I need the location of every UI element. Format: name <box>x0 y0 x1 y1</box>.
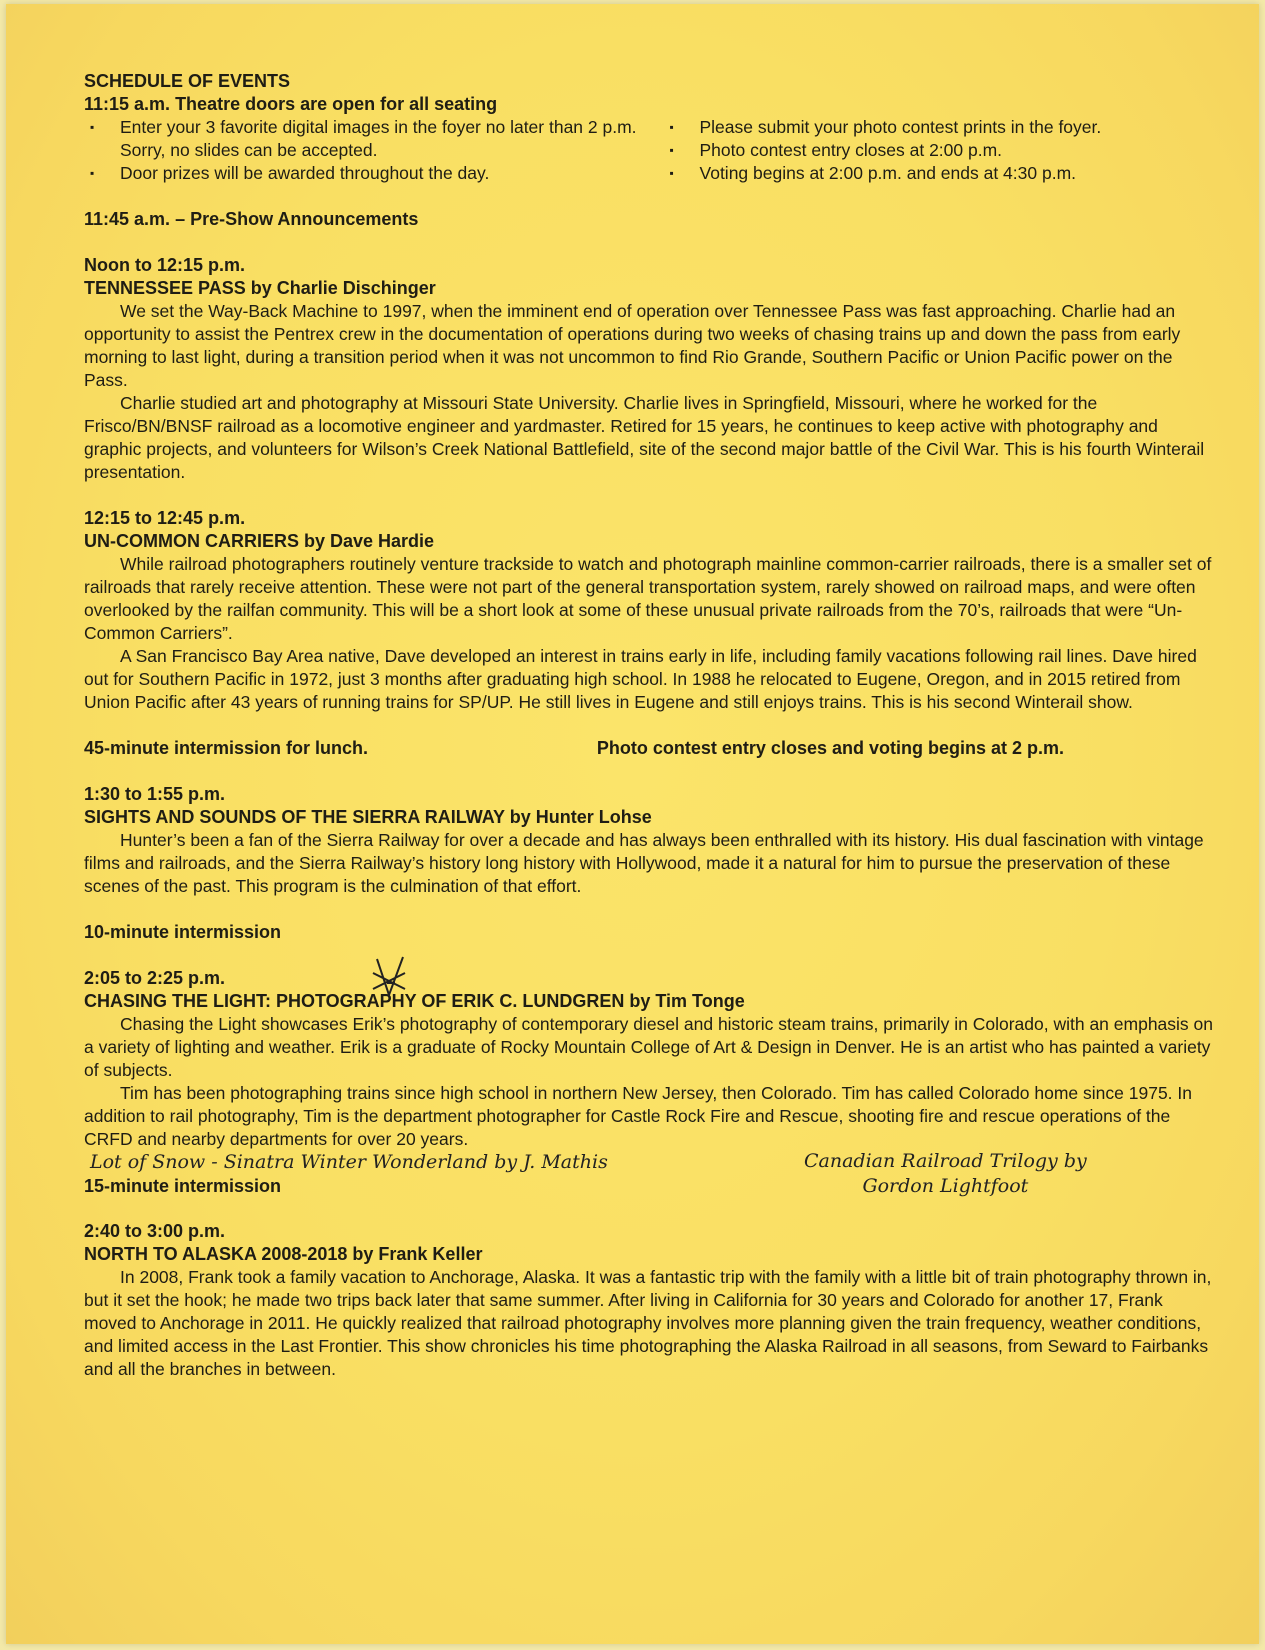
handwritten-song-notes-right <box>804 1149 1087 1199</box>
session-time: Noon to 12:15 p.m. <box>84 255 246 275</box>
bullet-item: ▪ Please submit your photo contest prints in the foyer. <box>670 116 1220 139</box>
bullet-item: ▪ Door prizes will be awarded throughout the day. <box>90 162 640 185</box>
session-title: UN-COMMON CARRIERS by Dave Hardie <box>84 531 435 551</box>
lunch-intermission: 45-minute intermission for lunch. <box>84 738 369 758</box>
doors-heading: 11:15 a.m. Theatre doors are open for all seating <box>84 94 498 114</box>
session-time: 2:40 to 3:00 p.m. <box>84 1221 226 1241</box>
session-description: In 2008, Frank took a family vacation to Anchorage, Alaska. It was a fantastic trip with the family with a little bit of train photography thrown in, but it set the hook; he made two trips back later that same summer. After living in California for 30 years and Colorado for another 17, Frank moved to Anchorage in 2011. He quickly realized that railroad photography involves more planning given the train frequency, weather conditions, and limited access in the Last Frontier. This show chronicles his time photographing the Alaska Railroad in all seasons, from Seward to Fairbanks and all the branches in between. <box>84 1267 1212 1379</box>
bullet-item: ▪ Enter your 3 favorite digital images in the foyer no later than 2 p.m. Sorry, no slides can be accepted. <box>90 116 640 162</box>
schedule-content <box>84 70 1219 1381</box>
session-description: Hunter’s been a fan of the Sierra Railway for over a decade and has always been enthralled with its history. His dual fascination with vintage films and railroads, and the Sierra Railway’s history long history with Hollywood, made it a natural for him to pursue the preservation of these scenes of the past. This program is the culmination of that effort. <box>84 830 1204 896</box>
session-4-time-row <box>84 967 1219 990</box>
session-description: We set the Way-Back Machine to 1997, when the imminent end of operation over Tennessee Pass was fast approaching. Charlie had an opportunity to assist the Pentrex crew in the documentation of operations during two weeks of chasing trains up and down the pass from early morning to last light, during a transition period when it was not uncommon to find Rio Grande, Southern Pacific or Union Pacific power on the Pass. <box>84 301 1181 390</box>
intermission-15: 15-minute intermission <box>84 1176 282 1196</box>
session-title: CHASING THE LIGHT: PHOTOGRAPHY OF ERIK C. LUNDGREN by Tim Tonge <box>84 991 745 1011</box>
handwritten-song-notes: Lot of Snow - Sinatra Winter Wonderland by J. Mathis <box>90 1151 608 1173</box>
intermission-10: 10-minute intermission <box>84 922 282 942</box>
session-description: While railroad photographers routinely venture trackside to watch and photograph mainline common-carrier railroads, there is a smaller set of railroads that rarely receive attention. These were not part of the general transportation system, rarely showed on railroad maps, and were often overlooked by the railfan community. This will be a short look at some of these unusual private railroads from the 70’s, railroads that were “Un-Common Carriers”. <box>84 554 1212 643</box>
doors-right-column <box>670 116 1220 185</box>
handwritten-notes <box>84 1151 1219 1197</box>
bullet-item: ▪ Photo contest entry closes at 2:00 p.m. <box>670 139 1220 162</box>
program-page <box>6 4 1259 1644</box>
presenter-bio: Tim has been photographing trains since high school in northern New Jersey, then Colorado. Tim has called Colorado home since 1975. In addition to rail photography, Tim is the department photographer for Castle Rock Fire and Rescue, shooting fire and rescue operations of the CRFD and nearby departments for over 20 years. <box>84 1083 1192 1149</box>
bullet-item: ▪ Voting begins at 2:00 p.m. and ends at 4:30 p.m. <box>670 162 1220 185</box>
session-title: NORTH TO ALASKA 2008-2018 by Frank Keller <box>84 1244 483 1264</box>
session-description: Chasing the Light showcases Erik’s photography of contemporary diesel and historic steam trains, primarily in Colorado, with an emphasis on a variety of lighting and weather. Erik is a graduate of Rocky Mountain College of Art & Design in Denver. He is an artist who has painted a variety of subjects. <box>84 1014 1213 1080</box>
doors-info <box>90 116 1219 185</box>
presenter-bio: A San Francisco Bay Area native, Dave developed an interest in trains early in life, including family vacations following rail lines. Dave hired out for Southern Pacific in 1972, just 3 months after graduating high school. In 1988 he relocated to Eugene, Oregon, and in 2015 retired from Union Pacific after 43 years of running trains for SP/UP. He still lives in Eugene and still enjoys trains. This is his second Winterail show. <box>84 646 1197 712</box>
handwritten-star-mark <box>369 953 409 999</box>
schedule-title: SCHEDULE OF EVENTS <box>84 71 291 91</box>
lunch-row <box>84 737 1064 760</box>
session-time: 12:15 to 12:45 p.m. <box>84 508 246 528</box>
handwritten-line: Canadian Railroad Trilogy by <box>804 1150 1087 1172</box>
preshow-heading: 11:45 a.m. – Pre-Show Announcements <box>84 209 419 229</box>
session-time: 2:05 to 2:25 p.m. <box>84 968 226 988</box>
presenter-bio: Charlie studied art and photography at Missouri State University. Charlie lives in Springfield, Missouri, where he worked for the Frisco/BN/BNSF railroad as a locomotive engineer and yardmaster. Retired for 15 years, he continues to keep active with photography and graphic projects, and volunteers for Wilson’s Creek National Battlefield, site of the second major battle of the Civil War. This is his fourth Winterail presentation. <box>84 393 1205 482</box>
handwritten-line: Gordon Lightfoot <box>862 1175 1029 1197</box>
doors-left-column <box>90 116 640 185</box>
photo-contest-note: Photo contest entry closes and voting begins at 2 p.m. <box>596 738 1064 758</box>
session-title: TENNESSEE PASS by Charlie Dischinger <box>84 278 436 298</box>
session-time: 1:30 to 1:55 p.m. <box>84 784 226 804</box>
session-title: SIGHTS AND SOUNDS OF THE SIERRA RAILWAY by Hunter Lohse <box>84 807 652 827</box>
